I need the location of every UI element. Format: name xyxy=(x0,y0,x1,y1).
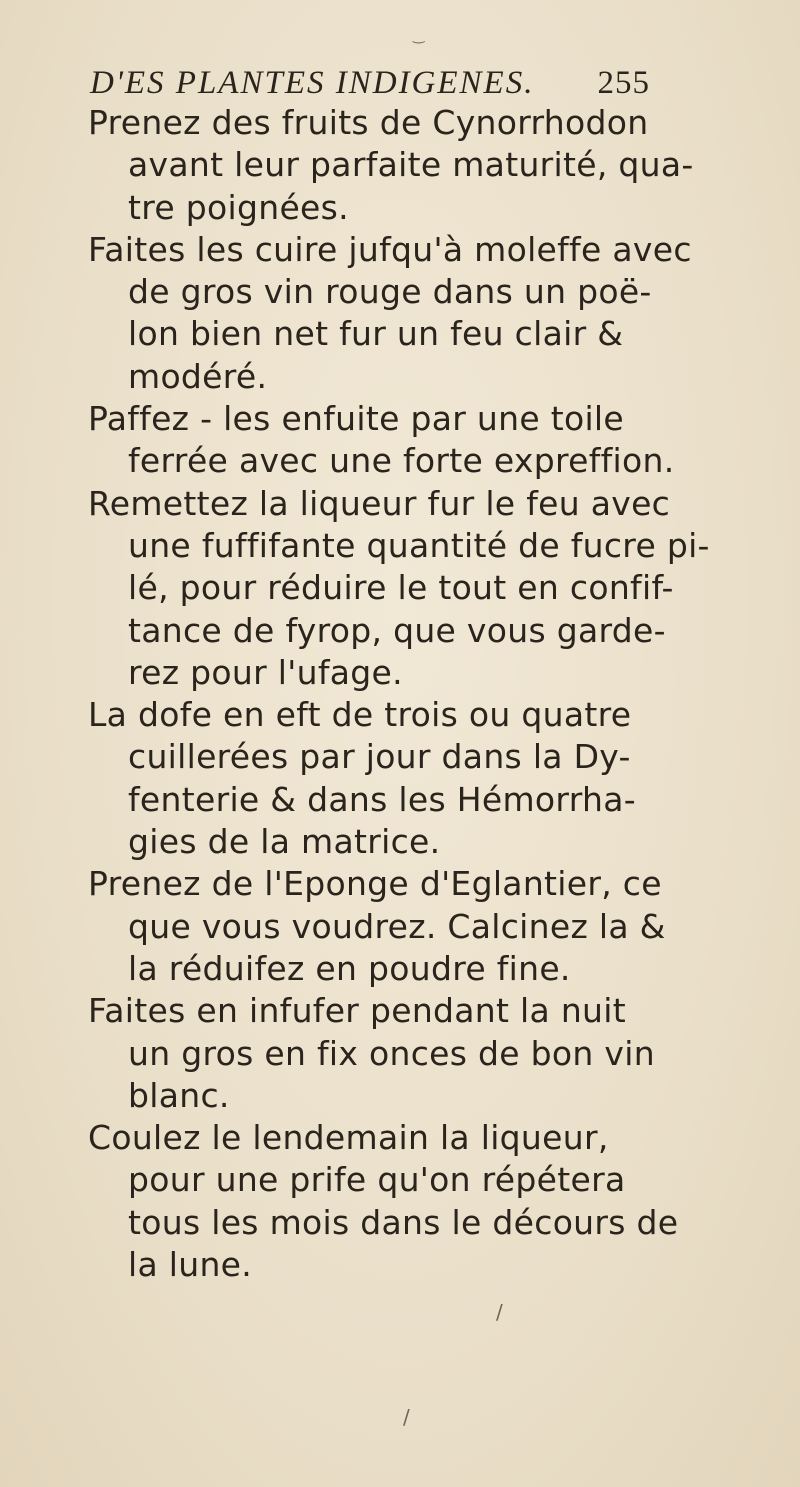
text-line: blanc. xyxy=(128,1075,230,1115)
running-title: D'ES PLANTES INDIGENES. xyxy=(90,65,535,101)
text-line: fenterie & dans les Hémorrha- xyxy=(128,779,636,819)
text-line: que vous voudrez. Calcinez la & xyxy=(128,906,666,946)
pencil-mark: / xyxy=(403,1405,410,1429)
body-text xyxy=(88,102,768,1286)
text-line: de gros vin rouge dans un poë- xyxy=(128,272,652,312)
text-line: Faites en infufer pendant la nuit xyxy=(88,991,626,1031)
text-line: cuillerées par jour dans la Dy- xyxy=(128,737,631,777)
text-line: lé, pour réduire le tout en confif- xyxy=(128,568,674,608)
text-line: Coulez le lendemain la liqueur, xyxy=(88,1118,609,1158)
text-line: gies de la matrice. xyxy=(128,822,441,862)
text-line: La dofe en eft de trois ou quatre xyxy=(88,695,632,735)
text-line: avant leur parfaite maturité, qua- xyxy=(128,145,694,185)
text-line: lon bien net fur un feu clair & xyxy=(128,314,624,354)
page-number: 255 xyxy=(597,65,650,101)
text-line: une fuffifante quantité de fucre pi- xyxy=(128,525,710,565)
page-mark-top: ‿ xyxy=(413,28,425,44)
text-line: modéré. xyxy=(128,356,268,396)
text-line: rez pour l'ufage. xyxy=(128,652,403,692)
text-line: Prenez des fruits de Cynorrhodon xyxy=(88,103,649,142)
text-line: Remettez la liqueur fur le feu avec xyxy=(88,483,671,523)
text-line: tance de fyrop, que vous garde- xyxy=(128,610,666,650)
text-line: un gros en fix onces de bon vin xyxy=(128,1033,655,1073)
text-line: tre poignées. xyxy=(128,187,349,227)
pencil-mark: / xyxy=(496,1300,503,1324)
text-line: la réduifez en poudre fine. xyxy=(128,948,571,988)
text-line: pour une prife qu'on répétera xyxy=(128,1160,626,1200)
text-line: tous les mois dans le décours de xyxy=(128,1202,679,1242)
text-line: Prenez de l'Eponge d'Eglantier, ce xyxy=(88,864,662,904)
text-line: Paffez - les enfuite par une toile xyxy=(88,399,625,439)
running-header xyxy=(90,58,650,108)
text-line: Faites les cuire jufqu'à moleffe avec xyxy=(88,229,692,269)
text-line: ferrée avec une forte expreffion. xyxy=(128,441,675,481)
text-line: la lune. xyxy=(128,1245,253,1285)
